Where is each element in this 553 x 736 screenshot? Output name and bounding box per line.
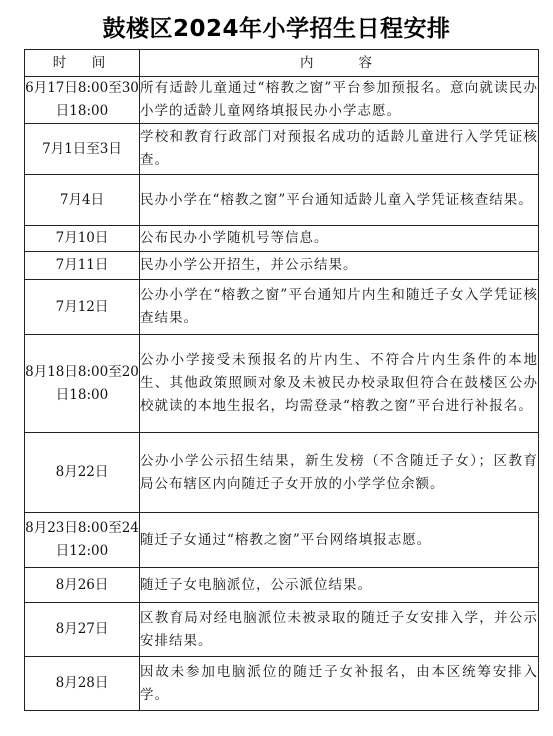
table-row: [25, 433, 539, 513]
row-date: 7月10日: [25, 226, 140, 252]
page-title: 鼓楼区2024年小学招生日程安排: [102, 16, 451, 42]
row-date: 8月22日: [25, 433, 140, 513]
header-content: 内 容: [140, 50, 539, 77]
table-row: [25, 513, 539, 568]
table-row: [25, 252, 539, 280]
table-row: [25, 657, 539, 711]
row-date: 8月18日8:00至20日18:00: [25, 335, 140, 433]
row-date: 7月4日: [25, 175, 140, 226]
row-content: 公办小学公示招生结果，新生发榜（不含随迁子女）；区教育局公布辖区内向随迁子女开放的小学学位余额。: [140, 433, 539, 513]
row-content: 公办小学在“榕教之窗”平台通知片内生和随迁子女入学凭证核查结果。: [140, 280, 539, 335]
row-content: 因故未参加电脑派位的随迁子女补报名，由本区统筹安排入学。: [140, 657, 539, 711]
table-header-row: [25, 50, 539, 77]
table-row: [25, 603, 539, 657]
row-content: 公布民办小学随机号等信息。: [140, 226, 539, 252]
schedule-table: [24, 49, 539, 711]
row-date: 7月11日: [25, 252, 140, 280]
row-date: 7月1日至3日: [25, 124, 140, 175]
row-date: 6月17日8:00至30日18:00: [25, 77, 140, 124]
table-row: [25, 77, 539, 124]
row-date: 8月23日8:00至24日12:00: [25, 513, 140, 568]
table-row: [25, 568, 539, 603]
row-content: 随迁子女电脑派位，公示派位结果。: [140, 568, 539, 603]
row-content: 区教育局对经电脑派位未被录取的随迁子女安排入学，并公示安排结果。: [140, 603, 539, 657]
row-date: 8月27日: [25, 603, 140, 657]
row-date: 7月12日: [25, 280, 140, 335]
row-content: 民办小学在“榕教之窗”平台通知适龄儿童入学凭证核查结果。: [140, 175, 539, 226]
row-content: 民办小学公开招生，并公示结果。: [140, 252, 539, 280]
row-date: 8月26日: [25, 568, 140, 603]
row-date: 8月28日: [25, 657, 140, 711]
row-content: 学校和教育行政部门对预报名成功的适龄儿童进行入学凭证核查。: [140, 124, 539, 175]
table-row: [25, 124, 539, 175]
row-content: 随迁子女通过“榕教之窗”平台网络填报志愿。: [140, 513, 539, 568]
table-row: [25, 175, 539, 226]
row-content: 公办小学接受未预报名的片内生、不符合片内生条件的本地生、其他政策照顾对象及未被民办校录取但符合在鼓楼区公办校就读的本地生报名，均需登录“榕教之窗”平台进行补报名。: [140, 335, 539, 433]
table-row: [25, 280, 539, 335]
table-row: [25, 226, 539, 252]
header-time: 时 间: [25, 50, 140, 77]
row-content: 所有适龄儿童通过“榕教之窗”平台参加预报名。意向就读民办小学的适龄儿童网络填报民办小学志愿。: [140, 77, 539, 124]
table-row: [25, 335, 539, 433]
